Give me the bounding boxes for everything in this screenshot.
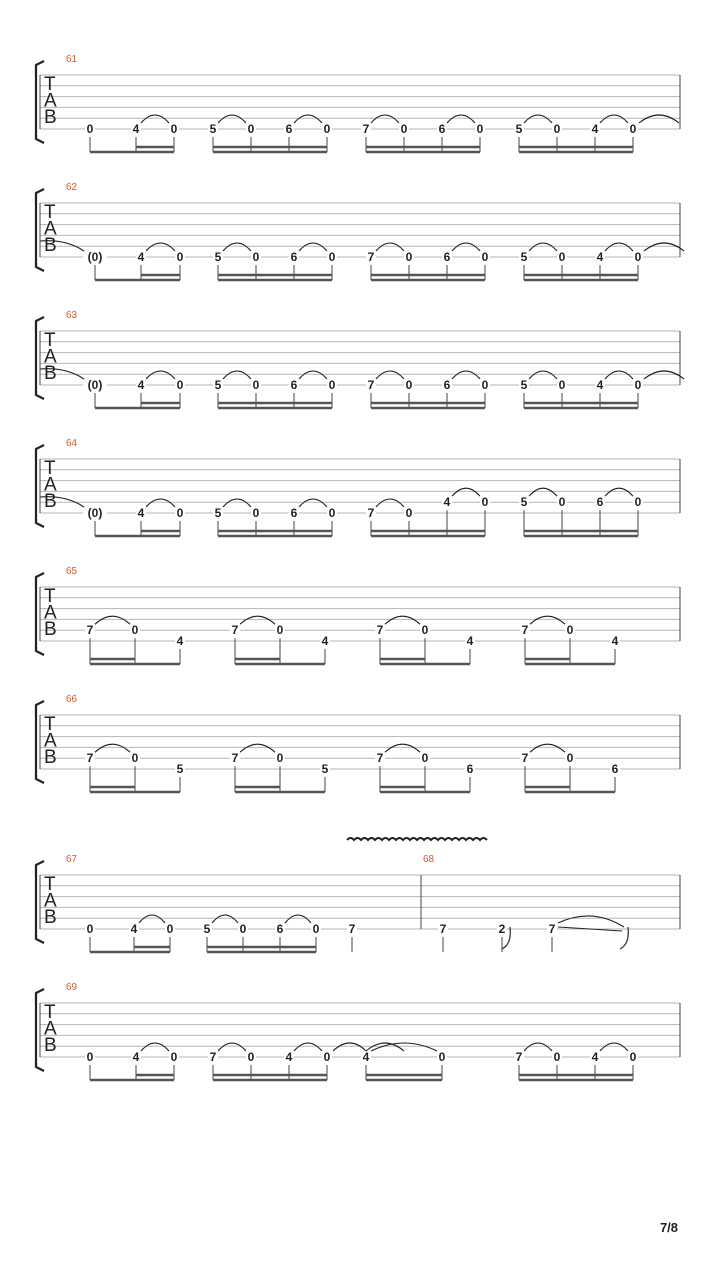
fret-number: 6	[290, 378, 298, 392]
tie	[299, 243, 327, 251]
tie	[371, 115, 399, 123]
fret-number: 0	[131, 623, 139, 638]
fret-number: 0	[558, 378, 566, 392]
tie	[141, 1043, 169, 1051]
tab-clef-letter: A	[44, 346, 57, 368]
fret-number: 6	[290, 250, 298, 264]
fret-number: 5	[515, 122, 523, 136]
fret-number: 6	[290, 506, 298, 520]
fret-number: 6	[438, 122, 446, 136]
fret-number: 0	[421, 623, 429, 638]
fret-number: (0)	[87, 250, 103, 264]
fret-number: 0	[176, 250, 184, 264]
fret-number: 0	[312, 922, 320, 936]
fret-number: 0	[176, 378, 184, 392]
fret-number: 0	[481, 495, 489, 510]
tie	[529, 371, 557, 379]
fret-number: 0	[131, 751, 139, 766]
tab-clef-letter: B	[44, 907, 57, 928]
fret-number: (0)	[87, 378, 103, 392]
fret-number: 5	[520, 250, 528, 264]
fret-number: 0	[553, 1050, 561, 1064]
fret-number: 4	[611, 634, 619, 648]
fret-number: 0	[323, 122, 331, 136]
fret-number: 0	[558, 495, 566, 510]
tab-clef-letter: A	[44, 90, 57, 112]
tie	[600, 115, 628, 123]
fret-number: 0	[166, 922, 174, 936]
tie	[524, 1043, 552, 1051]
tie	[385, 744, 420, 752]
fret-number: 7	[362, 122, 370, 136]
fret-number: 0	[476, 122, 484, 136]
tie	[605, 488, 633, 496]
tab-clef-letter: B	[44, 491, 57, 512]
fret-number: 0	[405, 378, 413, 392]
measure-number: 68	[423, 854, 435, 865]
fret-number: 0	[421, 751, 429, 766]
fret-number: 4	[596, 250, 604, 264]
fret-number: 4	[466, 634, 474, 648]
tie	[530, 616, 565, 624]
fret-number: 4	[285, 1050, 293, 1064]
fret-number: 7	[231, 623, 239, 638]
tie	[146, 243, 175, 251]
fret-number: 0	[634, 378, 642, 392]
tie	[285, 915, 311, 923]
tie	[558, 916, 624, 927]
fret-number: 5	[520, 378, 528, 392]
tie	[299, 371, 327, 379]
tie	[294, 115, 322, 123]
measure-number: 62	[66, 182, 78, 193]
tab-clef-letter: B	[44, 747, 57, 768]
tie	[223, 371, 251, 379]
fret-number: 0	[566, 751, 574, 766]
fret-number: 7	[515, 1050, 523, 1064]
tie	[644, 371, 684, 379]
tab-clef-letter: T	[44, 74, 56, 95]
tie	[605, 371, 633, 379]
fret-number: 0	[170, 122, 178, 136]
tie	[218, 1043, 246, 1051]
measure-number: 69	[66, 982, 78, 993]
fret-number: 0	[481, 378, 489, 392]
fret-number: 0	[481, 250, 489, 264]
tab-clef-letter: B	[44, 619, 57, 640]
measure-number: 66	[66, 694, 78, 705]
fret-number: 7	[86, 751, 94, 766]
measure-number: 64	[66, 438, 78, 449]
fret-number: 4	[132, 122, 140, 136]
fret-number: 0	[276, 751, 284, 766]
fret-number: 0	[239, 922, 247, 936]
fret-number: 0	[553, 122, 561, 136]
fret-number: 6	[596, 495, 604, 510]
measure-number: 65	[66, 566, 78, 577]
tie	[639, 115, 679, 123]
tie	[605, 243, 633, 251]
fret-number: 7	[439, 922, 447, 936]
fret-number: 0	[86, 922, 94, 936]
tab-clef-letter: A	[44, 218, 57, 240]
fret-number: 0	[247, 1050, 255, 1064]
fret-number: 0	[276, 623, 284, 638]
fret-number: 7	[376, 623, 384, 638]
tie	[376, 371, 404, 379]
fret-number: 4	[137, 378, 145, 392]
fret-number: 7	[367, 250, 375, 264]
fret-number: 0	[634, 250, 642, 264]
vibrato-line	[347, 838, 487, 840]
fret-number: 0	[634, 495, 642, 510]
tie	[146, 371, 175, 379]
fret-number: 0	[566, 623, 574, 638]
tab-clef-letter: A	[44, 602, 57, 624]
fret-number: 0	[252, 250, 260, 264]
fret-number: 0	[400, 122, 408, 136]
tie	[529, 243, 557, 251]
tie	[139, 915, 165, 923]
tab-clef-letter: T	[44, 714, 56, 735]
tie	[223, 243, 251, 251]
tab-clef-letter: T	[44, 458, 56, 479]
fret-number: (0)	[87, 506, 103, 520]
tie	[600, 1043, 628, 1051]
fret-number: 0	[252, 506, 260, 520]
fret-number: 5	[520, 495, 528, 510]
tie	[371, 1043, 437, 1051]
tie	[95, 744, 130, 752]
fret-number: 6	[443, 250, 451, 264]
fret-number: 7	[231, 751, 239, 766]
fret-number: 0	[629, 122, 637, 136]
tab-clef-letter: B	[44, 1035, 57, 1056]
tie	[524, 115, 552, 123]
tab-clef-letter: A	[44, 730, 57, 752]
tie	[299, 499, 327, 507]
fret-number: 0	[86, 1050, 94, 1064]
fret-number: 0	[405, 250, 413, 264]
fret-number: 0	[252, 378, 260, 392]
tab-clef-letter: T	[44, 202, 56, 223]
fret-number: 7	[521, 623, 529, 638]
measure-number: 63	[66, 310, 78, 321]
page-number: 7/8	[659, 1220, 679, 1235]
fret-number: 7	[86, 623, 94, 638]
tie	[385, 616, 420, 624]
fret-number: 5	[214, 250, 222, 264]
fret-number: 4	[591, 122, 599, 136]
tie	[141, 115, 169, 123]
tie	[644, 243, 684, 251]
fret-number: 6	[285, 122, 293, 136]
fret-number: 6	[466, 762, 474, 776]
fret-number: 5	[176, 762, 184, 776]
fret-number: 5	[203, 922, 211, 936]
fret-number: 4	[137, 250, 145, 264]
fret-number: 0	[323, 1050, 331, 1064]
tab-clef-letter: T	[44, 330, 56, 351]
fret-number: 7	[521, 751, 529, 766]
tie	[240, 744, 275, 752]
fret-number: 0	[247, 122, 255, 136]
tab-clef-letter: B	[44, 107, 57, 128]
tie	[240, 616, 275, 624]
fret-number: 7	[209, 1050, 217, 1064]
fret-number: 0	[328, 250, 336, 264]
tab-clef-letter: A	[44, 890, 57, 912]
tab-clef-letter: T	[44, 874, 56, 895]
tie	[333, 1043, 366, 1051]
tie	[452, 243, 480, 251]
fret-number: 5	[321, 762, 329, 776]
fret-number: 7	[367, 378, 375, 392]
tie	[452, 488, 480, 496]
fret-number: 7	[348, 922, 356, 936]
fret-number: 5	[209, 122, 217, 136]
fret-number: 0	[170, 1050, 178, 1064]
tie	[212, 915, 238, 923]
tab-clef-letter: T	[44, 1002, 56, 1023]
fret-number: 4	[596, 378, 604, 392]
fret-number: 0	[629, 1050, 637, 1064]
fret-number: 0	[328, 378, 336, 392]
fret-number: 7	[376, 751, 384, 766]
fret-number: 4	[362, 1050, 370, 1064]
fret-number: 0	[176, 506, 184, 520]
fret-number: 4	[591, 1050, 599, 1064]
fret-number: 0	[328, 506, 336, 520]
tab-clef-letter: B	[44, 363, 57, 384]
fret-number: 7	[367, 506, 375, 520]
tie	[95, 616, 130, 624]
fret-number: 4	[321, 634, 329, 648]
tab-clef-letter: B	[44, 235, 57, 256]
tie	[529, 488, 557, 496]
fret-number: 2	[498, 922, 506, 936]
tie	[376, 499, 404, 507]
fret-number: 4	[132, 1050, 140, 1064]
measure-number: 61	[66, 54, 78, 65]
fret-number: 0	[405, 506, 413, 520]
tie	[452, 371, 480, 379]
tie	[366, 1043, 404, 1051]
fret-number: 0	[438, 1050, 446, 1064]
fret-number: 0	[558, 250, 566, 264]
tab-clef-letter: A	[44, 1018, 57, 1040]
measure-number: 67	[66, 854, 78, 865]
note-flag	[620, 927, 628, 949]
fret-number: 6	[443, 378, 451, 392]
tie	[447, 115, 475, 123]
fret-number: 4	[443, 495, 451, 510]
fret-number: 0	[86, 122, 94, 136]
tie	[530, 744, 565, 752]
tie	[294, 1043, 322, 1051]
fret-number: 4	[176, 634, 184, 648]
tie	[223, 499, 251, 507]
tab-clef-letter: T	[44, 586, 56, 607]
fret-number: 5	[214, 506, 222, 520]
fret-number: 4	[137, 506, 145, 520]
tie	[218, 115, 246, 123]
tie	[146, 499, 175, 507]
tab-clef-letter: A	[44, 474, 57, 496]
fret-number: 5	[214, 378, 222, 392]
tie	[376, 243, 404, 251]
fret-number: 6	[611, 762, 619, 776]
fret-number: 4	[130, 922, 138, 936]
fret-number: 7	[548, 922, 556, 936]
fret-number: 6	[276, 922, 284, 936]
